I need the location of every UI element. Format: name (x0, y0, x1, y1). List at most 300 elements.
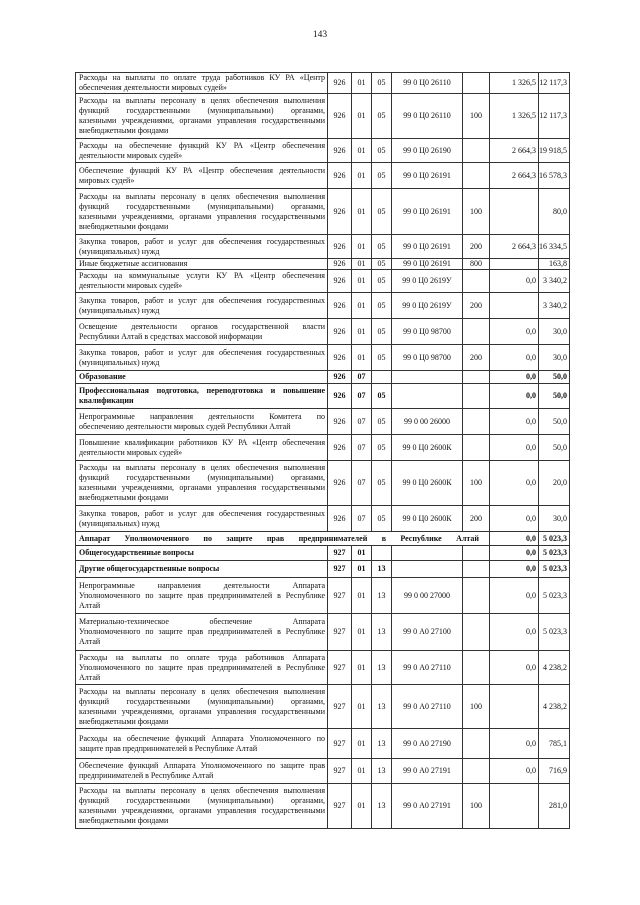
expense-type-code (463, 561, 490, 578)
description-line: Расходы на выплаты по оплате труда работников Аппарата (79, 652, 325, 662)
amount-cell-2: 716,9 (539, 759, 570, 784)
expense-type-code (463, 578, 490, 614)
description-line: Обеспечение функций КУ РА «Центр обеспечения деятельности (79, 165, 325, 175)
section-code: 07 (352, 384, 372, 409)
amount-cell-2: 50,0 (539, 371, 570, 384)
amount-cell-2: 16 578,3 (539, 163, 570, 189)
grbs-code: 927 (328, 546, 352, 561)
description-line: деятельности мировых судей» (79, 447, 183, 457)
description-line: внебюджетными фондами (79, 126, 169, 135)
row-description (76, 345, 328, 371)
expense-type-code: 100 (463, 461, 490, 506)
description-line: (муниципальных) нужд (79, 246, 160, 256)
subsection-code: 13 (372, 685, 392, 729)
table-row (76, 409, 570, 435)
table-row (76, 614, 570, 651)
amount-cell-1: 0,0 (490, 546, 539, 561)
amount-cell-1: 1 326,5 (490, 94, 539, 139)
target-article-code: 99 0 Ц0 98700 (392, 345, 463, 371)
row-description (76, 729, 328, 759)
row-description (76, 651, 328, 685)
section-code: 01 (352, 235, 372, 259)
amount-cell-1: 0,0 (490, 578, 539, 614)
amount-cell-1: 0,0 (490, 651, 539, 685)
description-line: Алтай (79, 637, 101, 646)
description-line: функций государственными (муниципальными) органами, (79, 201, 325, 211)
amount-cell-2: 4 238,2 (539, 651, 570, 685)
table-row (76, 139, 570, 163)
section-code: 01 (352, 94, 372, 139)
row-description (76, 685, 328, 729)
expense-type-code: 200 (463, 506, 490, 532)
target-article-code (392, 371, 463, 384)
section-code: 07 (352, 371, 372, 384)
row-description (76, 189, 328, 235)
grbs-code: 926 (328, 73, 352, 94)
description-line: Закупка товаров, работ и услуг для обеспечения государственных (79, 236, 325, 246)
section-code: 01 (352, 651, 372, 685)
table-row (76, 651, 570, 685)
grbs-code: 927 (328, 784, 352, 829)
amount-cell-1: 1 326,5 (490, 73, 539, 94)
row-description (76, 435, 328, 461)
section-code: 07 (352, 435, 372, 461)
table-row (76, 784, 570, 829)
row-description (76, 784, 328, 829)
description-line: Закупка товаров, работ и услуг для обеспечения государственных (79, 295, 325, 305)
description-line: Уполномоченного по защите прав предпринимателей в Республике (79, 627, 325, 636)
amount-cell-2: 3 340,2 (539, 270, 570, 293)
target-article-code: 99 0 А0 27100 (392, 614, 463, 651)
grbs-code: 926 (328, 139, 352, 163)
description-line: внебюджетными фондами (79, 493, 169, 502)
page-number: 143 (312, 30, 328, 40)
target-article-code: 99 0 Ц0 26191 (392, 259, 463, 270)
description-line: Непрограммные направления деятельности Комитета по (79, 411, 325, 421)
amount-cell-1: 0,0 (490, 371, 539, 384)
amount-cell-2: 80,0 (539, 189, 570, 235)
description-line: функций государственными (муниципальными) органами, (79, 473, 325, 482)
section-code: 01 (352, 345, 372, 371)
subsection-code: 13 (372, 614, 392, 651)
row-description (76, 578, 328, 614)
section-code: 01 (352, 759, 372, 784)
amount-cell-2: 12 117,3 (539, 73, 570, 94)
table-row (76, 561, 570, 578)
subsection-code: 13 (372, 561, 392, 578)
subsection-code: 05 (372, 409, 392, 435)
amount-cell-2: 5 023,3 (539, 614, 570, 651)
description-line: (муниципальных) нужд (79, 518, 160, 528)
row-description (76, 759, 328, 784)
grbs-code: 927 (328, 578, 352, 614)
expense-type-code (463, 270, 490, 293)
subsection-code: 05 (372, 163, 392, 189)
subsection-code: 05 (372, 139, 392, 163)
description-line: Другие общегосударственные вопросы (79, 564, 220, 573)
row-description (76, 235, 328, 259)
amount-cell-2: 5 023,3 (539, 546, 570, 561)
amount-cell-2: 281,0 (539, 784, 570, 829)
section-code: 01 (352, 293, 372, 319)
subsection-code: 05 (372, 319, 392, 345)
section-code: 01 (352, 729, 372, 759)
description-line: внебюджетными фондами (79, 716, 169, 726)
table-row (76, 506, 570, 532)
table-row (76, 270, 570, 293)
description-line: Расходы на выплаты персоналу в целях обеспечения выполнения (79, 463, 325, 472)
row-description (76, 561, 328, 578)
row-description (76, 139, 328, 163)
grbs-code: 926 (328, 345, 352, 371)
expense-type-code (463, 614, 490, 651)
amount-cell-2: 5 023,3 (539, 578, 570, 614)
target-article-code: 99 0 Ц0 26190 (392, 139, 463, 163)
section-heading-cell (76, 532, 490, 546)
amount-cell-1: 0,0 (490, 345, 539, 371)
grbs-code: 926 (328, 409, 352, 435)
subsection-code: 05 (372, 259, 392, 270)
table-row (76, 235, 570, 259)
table-row (76, 461, 570, 506)
section-code: 07 (352, 409, 372, 435)
expense-type-code (463, 729, 490, 759)
grbs-code: 926 (328, 506, 352, 532)
row-description (76, 461, 328, 506)
amount-cell-1 (490, 685, 539, 729)
row-description (76, 409, 328, 435)
grbs-code: 927 (328, 729, 352, 759)
description-line: Общегосударственные вопросы (79, 548, 194, 557)
description-line: Аппарат Уполномоченного по защите прав предпринимателей в Республике Алтай (79, 533, 479, 543)
target-article-code: 99 0 А0 27191 (392, 759, 463, 784)
grbs-code: 926 (328, 235, 352, 259)
expense-type-code (463, 371, 490, 384)
description-line: Уполномоченного по защите прав предпринимателей в Республике (79, 662, 325, 672)
description-line: деятельности мировых судей» (79, 150, 183, 160)
expense-type-code (463, 409, 490, 435)
section-code: 07 (352, 461, 372, 506)
description-line: Закупка товаров, работ и услуг для обеспечения государственных (79, 347, 325, 357)
grbs-code: 927 (328, 561, 352, 578)
amount-cell-1: 2 664,3 (490, 139, 539, 163)
amount-cell-1: 0,0 (490, 506, 539, 532)
grbs-code: 926 (328, 435, 352, 461)
description-line: предпринимателей в Республике Алтай (79, 771, 214, 780)
amount-cell-1: 2 664,3 (490, 163, 539, 189)
section-code: 07 (352, 506, 372, 532)
amount-cell-1: 0,0 (490, 729, 539, 759)
row-description (76, 384, 328, 409)
table-row (76, 532, 570, 546)
subsection-code (372, 371, 392, 384)
subsection-code: 13 (372, 784, 392, 829)
expense-type-code: 100 (463, 784, 490, 829)
amount-cell-2: 50,0 (539, 409, 570, 435)
target-article-code: 99 0 Ц0 2600К (392, 506, 463, 532)
expense-type-code: 800 (463, 259, 490, 270)
description-line: Расходы на выплаты персоналу в целях обеспечения выполнения (79, 96, 325, 105)
subsection-code: 05 (372, 73, 392, 94)
description-line: Республики Алтай в средствах массовой информации (79, 331, 263, 341)
table-row (76, 94, 570, 139)
section-code: 01 (352, 270, 372, 293)
amount-cell-2: 12 117,3 (539, 94, 570, 139)
table-row (76, 293, 570, 319)
amount-cell-2: 20,0 (539, 461, 570, 506)
row-description (76, 506, 328, 532)
description-line: внебюджетными фондами (79, 816, 169, 825)
table-row (76, 685, 570, 729)
amount-cell-1: 0,0 (490, 614, 539, 651)
amount-cell-2: 30,0 (539, 345, 570, 371)
table-row (76, 189, 570, 235)
subsection-code: 05 (372, 345, 392, 371)
amount-cell-1 (490, 293, 539, 319)
expense-type-code (463, 435, 490, 461)
amount-cell-2: 4 238,2 (539, 685, 570, 729)
grbs-code: 926 (328, 319, 352, 345)
amount-cell-1 (490, 259, 539, 270)
description-line: Расходы на выплаты персоналу в целях обеспечения выполнения (79, 191, 325, 201)
amount-cell-1: 0,0 (490, 435, 539, 461)
subsection-code: 13 (372, 651, 392, 685)
subsection-code: 05 (372, 506, 392, 532)
table-row (76, 345, 570, 371)
grbs-code: 926 (328, 259, 352, 270)
amount-cell-2: 16 334,5 (539, 235, 570, 259)
expense-type-code: 200 (463, 235, 490, 259)
description-line: мировых судей» (79, 175, 135, 185)
target-article-code: 99 0 А0 27110 (392, 651, 463, 685)
expense-type-code: 100 (463, 189, 490, 235)
expense-type-code (463, 546, 490, 561)
row-description (76, 614, 328, 651)
subsection-code: 05 (372, 384, 392, 409)
section-code: 01 (352, 163, 372, 189)
description-line: Уполномоченного по защите прав предпринимателей в Республике (79, 590, 325, 600)
target-article-code (392, 384, 463, 409)
section-code: 01 (352, 189, 372, 235)
description-line: казенными учреждениями, органами управления государственными (79, 483, 325, 492)
grbs-code: 926 (328, 293, 352, 319)
expense-type-code (463, 651, 490, 685)
table-row (76, 163, 570, 189)
target-article-code: 99 0 Ц0 26191 (392, 163, 463, 189)
amount-cell-2: 50,0 (539, 435, 570, 461)
amount-cell-2: 5 023,3 (539, 561, 570, 578)
table-row (76, 578, 570, 614)
budget-table (75, 72, 570, 829)
expense-type-code (463, 759, 490, 784)
subsection-code: 05 (372, 235, 392, 259)
grbs-code: 927 (328, 685, 352, 729)
description-line: Повышение квалификации работников КУ РА «Центр обеспечения (79, 437, 325, 447)
section-code: 01 (352, 784, 372, 829)
row-description (76, 293, 328, 319)
section-code: 01 (352, 259, 372, 270)
table-row (76, 73, 570, 94)
description-line: Алтай (79, 672, 101, 682)
description-line: внебюджетными фондами (79, 221, 169, 231)
description-line: деятельности мировых судей» (79, 281, 183, 290)
section-code: 01 (352, 73, 372, 94)
grbs-code: 927 (328, 651, 352, 685)
subsection-code (372, 546, 392, 561)
expense-type-code (463, 384, 490, 409)
subsection-code: 13 (372, 729, 392, 759)
grbs-code: 927 (328, 759, 352, 784)
expense-type-code (463, 139, 490, 163)
expense-type-code: 100 (463, 685, 490, 729)
target-article-code: 99 0 А0 27190 (392, 729, 463, 759)
description-line: Расходы на выплаты персоналу в целях обеспечения выполнения (79, 686, 325, 696)
row-description (76, 270, 328, 293)
target-article-code: 99 0 00 27000 (392, 578, 463, 614)
section-code: 01 (352, 578, 372, 614)
description-line: казенными учреждениями, органами управления государственными (79, 211, 325, 221)
description-line: Расходы на обеспечение функций Аппарата Уполномоченного по (79, 733, 325, 743)
row-description (76, 259, 328, 270)
amount-cell-1: 0,0 (490, 270, 539, 293)
section-code: 01 (352, 139, 372, 163)
table-row (76, 319, 570, 345)
target-article-code (392, 546, 463, 561)
row-description (76, 371, 328, 384)
description-line: Закупка товаров, работ и услуг для обеспечения государственных (79, 508, 325, 518)
description-line: Расходы на выплаты по оплате труда работников КУ РА «Центр (79, 73, 325, 82)
target-article-code: 99 0 00 26000 (392, 409, 463, 435)
amount-cell-1: 0,0 (490, 461, 539, 506)
description-line: Обеспечение функций Аппарата Уполномоченного по защите прав (79, 761, 325, 770)
grbs-code: 927 (328, 614, 352, 651)
expense-type-code: 200 (463, 345, 490, 371)
subsection-code: 05 (372, 293, 392, 319)
amount-cell-1: 0,0 (490, 759, 539, 784)
target-article-code: 99 0 Ц0 26110 (392, 94, 463, 139)
target-article-code (392, 561, 463, 578)
amount-cell-1: 0,0 (490, 384, 539, 409)
amount-cell-2: 785,1 (539, 729, 570, 759)
description-line: обеспечению деятельности мировых судей Республики Алтай (79, 421, 291, 431)
target-article-code: 99 0 А0 27191 (392, 784, 463, 829)
subsection-code: 05 (372, 94, 392, 139)
amount-cell-2: 19 918,5 (539, 139, 570, 163)
table-row (76, 435, 570, 461)
table-row (76, 384, 570, 409)
grbs-code: 926 (328, 270, 352, 293)
subsection-code: 05 (372, 461, 392, 506)
table-row (76, 371, 570, 384)
table-row (76, 759, 570, 784)
amount-cell-2: 30,0 (539, 506, 570, 532)
table-row (76, 546, 570, 561)
amount-cell-1: 0,0 (490, 561, 539, 578)
description-line: Алтай (79, 600, 101, 610)
subsection-code: 05 (372, 435, 392, 461)
section-code: 01 (352, 561, 372, 578)
description-line: Расходы на обеспечение функций КУ РА «Центр обеспечения (79, 140, 325, 150)
subsection-code: 05 (372, 189, 392, 235)
budget-table-body (76, 73, 570, 829)
grbs-code: 926 (328, 189, 352, 235)
target-article-code: 99 0 Ц0 2619У (392, 293, 463, 319)
grbs-code: 926 (328, 94, 352, 139)
grbs-code: 926 (328, 371, 352, 384)
description-line: защите прав предпринимателей в Республике Алтай (79, 743, 258, 753)
amount-cell-2: 5 023,3 (539, 532, 570, 546)
section-code: 01 (352, 319, 372, 345)
description-line: Непрограммные направления деятельности Аппарата (79, 580, 325, 590)
target-article-code: 99 0 А0 27110 (392, 685, 463, 729)
target-article-code: 99 0 Ц0 98700 (392, 319, 463, 345)
description-line: обеспечения деятельности мировых судей» (79, 83, 227, 92)
description-line: (муниципальных) нужд (79, 357, 160, 367)
row-description (76, 319, 328, 345)
description-line: функций государственными (муниципальными) органами, (79, 106, 325, 115)
amount-cell-2: 30,0 (539, 319, 570, 345)
amount-cell-2: 163,8 (539, 259, 570, 270)
target-article-code: 99 0 Ц0 2619У (392, 270, 463, 293)
description-line: Расходы на выплаты персоналу в целях обеспечения выполнения (79, 786, 325, 795)
amount-cell-1 (490, 784, 539, 829)
row-description (76, 546, 328, 561)
table-row (76, 259, 570, 270)
grbs-code: 926 (328, 384, 352, 409)
description-line: Образование (79, 372, 126, 381)
description-line: казенными учреждениями, органами управления государственными (79, 706, 325, 716)
section-code: 01 (352, 546, 372, 561)
description-line: Материально-техническое обеспечение Аппарата (79, 617, 325, 626)
section-code: 01 (352, 685, 372, 729)
expense-type-code (463, 163, 490, 189)
description-line: Расходы на коммунальные услуги КУ РА «Центр обеспечения (79, 271, 325, 280)
expense-type-code (463, 73, 490, 94)
description-line: квалификации (79, 396, 134, 405)
amount-cell-1: 0,0 (490, 319, 539, 345)
amount-cell-1: 2 664,3 (490, 235, 539, 259)
amount-cell-1: 0,0 (490, 532, 539, 546)
expense-type-code: 100 (463, 94, 490, 139)
expense-type-code: 200 (463, 293, 490, 319)
target-article-code: 99 0 Ц0 2600К (392, 435, 463, 461)
grbs-code: 926 (328, 163, 352, 189)
row-description (76, 94, 328, 139)
amount-cell-2: 3 340,2 (539, 293, 570, 319)
amount-cell-1 (490, 189, 539, 235)
description-line: Освещение деятельности органов государственной власти (79, 321, 325, 331)
description-line: (муниципальных) нужд (79, 305, 160, 315)
description-line: казенными учреждениями, органами управления государственными (79, 806, 325, 815)
target-article-code: 99 0 Ц0 26110 (392, 73, 463, 94)
target-article-code: 99 0 Ц0 26191 (392, 189, 463, 235)
section-code: 01 (352, 614, 372, 651)
subsection-code: 05 (372, 270, 392, 293)
subsection-code: 13 (372, 759, 392, 784)
amount-cell-1: 0,0 (490, 409, 539, 435)
target-article-code: 99 0 Ц0 26191 (392, 235, 463, 259)
table-row (76, 729, 570, 759)
row-description (76, 73, 328, 94)
description-line: казенными учреждениями, органами управления государственными (79, 116, 325, 125)
target-article-code: 99 0 Ц0 2600К (392, 461, 463, 506)
description-line: Профессиональная подготовка, переподготовка и повышение (79, 386, 325, 395)
row-description (76, 163, 328, 189)
expense-type-code (463, 319, 490, 345)
amount-cell-2: 50,0 (539, 384, 570, 409)
grbs-code: 926 (328, 461, 352, 506)
description-line: функций государственными (муниципальными) органами, (79, 696, 325, 706)
